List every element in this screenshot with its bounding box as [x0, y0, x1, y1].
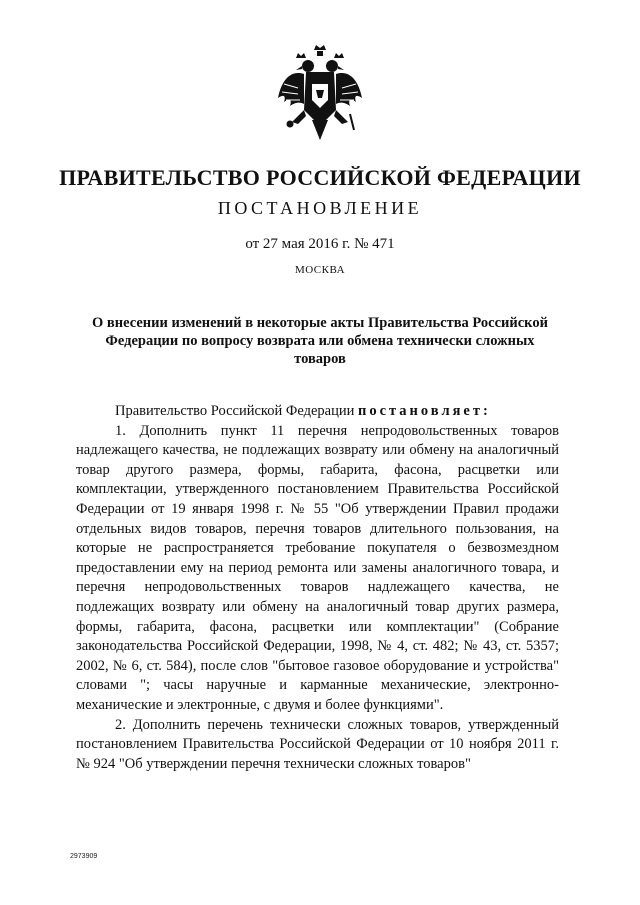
- document-type: ПОСТАНОВЛЕНИЕ: [217, 198, 423, 218]
- paragraph-1: 1. Дополнить пункт 11 перечня непродовольственных товаров надлежащего качества, не подлежащих возврату или обмену на аналогичный товар другого размера, формы, габарита, фасона, расцветки или комплектации, утвержденного постановлением Правительства Российской Федерации от 19 января 1998 г. № 55 "Об утверждении Правил продажи отдельных видов товаров, перечня товаров длительного пользования, на которые не распространяется требование покупателя о безвозмездном предоставлении ему на период ремонта или замены аналогичного товара, и перечня непродовольственных товаров надлежащего качества, не подлежащих возврату или обмену на аналогичный товар других размера, формы, габарита, фасона, расцветки или комплектации" (Собрание законодательства Российской Федерации, 1998, № 4, ст. 482; № 43, ст. 5357; 2002, № 6, ст. 584), после слов "бытовое газовое оборудование и устройства" словами "; часы наручные и карманные механические, электронно-механические и электронные, с двумя и более функциями".: [76, 422, 559, 713]
- preamble-text: Правительство Российской Федерации: [115, 403, 358, 419]
- paragraph-2: 2. Дополнить перечень технически сложных товаров, утвержденный постановлением Правительства Российской Федерации от 10 ноября 2011 г. № 924 "Об утверждении перечня технически сложных товаров": [76, 716, 559, 772]
- document-subject: О внесении изменений в некоторые акты Правительства Российской Федерации по вопросу возврата или обмена технически сложных товаров: [92, 315, 548, 367]
- document-code: 2973909: [70, 853, 98, 860]
- document-body: [76, 402, 559, 774]
- coat-of-arms-icon: [274, 44, 366, 144]
- government-title: ПРАВИТЕЛЬСТВО РОССИЙСКОЙ ФЕДЕРАЦИИ: [59, 165, 581, 190]
- document-date-number: от 27 мая 2016 г. № 471: [245, 236, 395, 252]
- decree-word: постановляет:: [357, 403, 491, 419]
- document-city: МОСКВА: [294, 264, 346, 276]
- preamble: [76, 402, 559, 422]
